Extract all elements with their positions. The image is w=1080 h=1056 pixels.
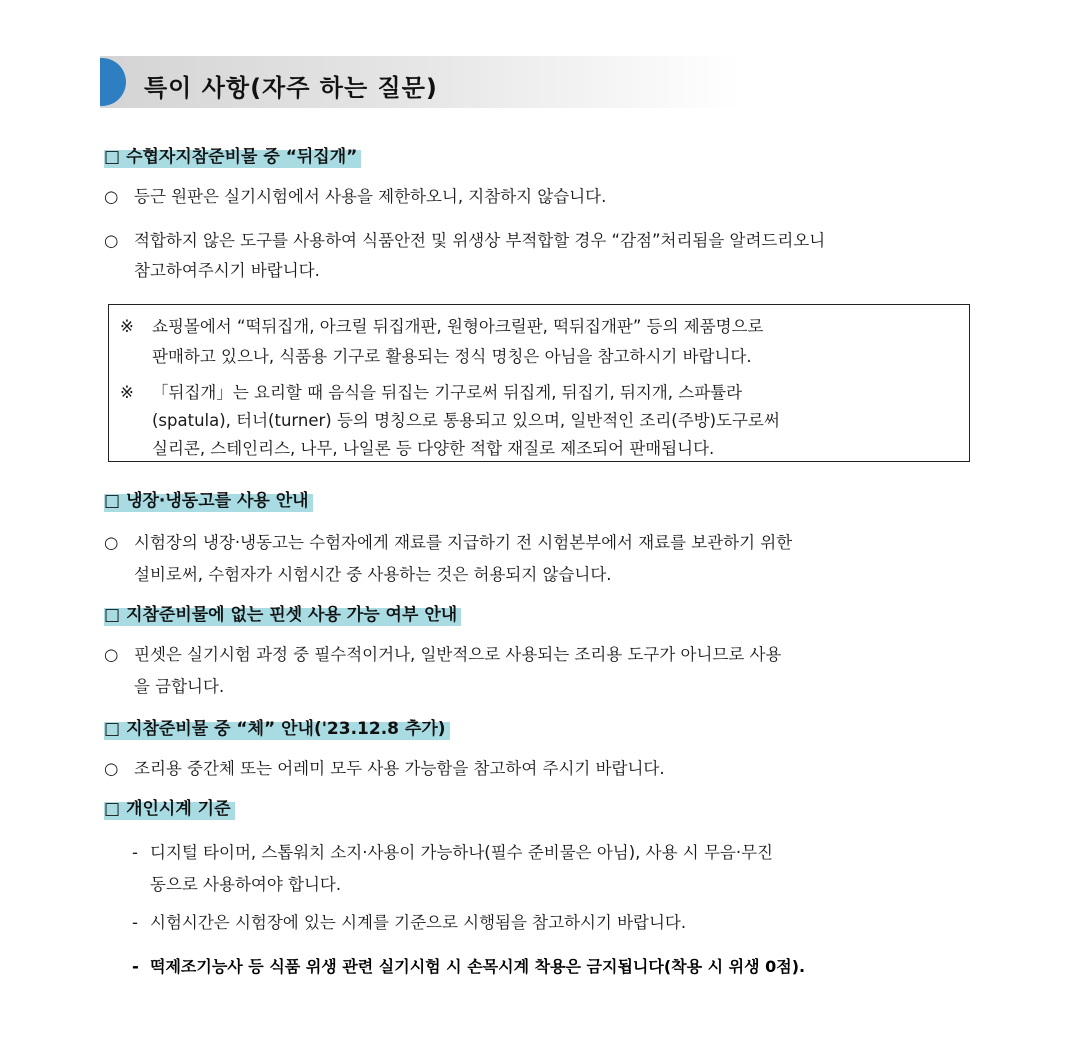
- note-text: 쇼핑몰에서 “떡뒤집개, 아크릴 뒤집개판, 원형아크릴판, 떡뒤집개판” 등의 제품명으로: [152, 317, 764, 336]
- checkbox-icon: □: [104, 799, 121, 819]
- section-heading-fridge: □ 냉장·냉동고를 사용 안내: [104, 490, 313, 512]
- page-title: 특이 사항(자주 하는 질문): [144, 74, 438, 102]
- note-text: 판매하고 있으나, 식품용 기구로 활용되는 정식 명칭은 아님을 참고하시기 바랍니다.: [152, 347, 752, 366]
- section-heading-tweezers: □ 지참준비물에 없는 핀셋 사용 가능 여부 안내: [104, 604, 461, 626]
- item-text: 설비로써, 수험자가 시험시간 중 사용하는 것은 허용되지 않습니다.: [134, 565, 612, 584]
- item-text: 시험장의 냉장·냉동고는 수험자에게 재료를 지급하기 전 시험본부에서 재료를 보관하기 위한: [134, 533, 793, 552]
- item-text: 적합하지 않은 도구를 사용하여 식품안전 및 위생상 부적합할 경우 “감점”처리됨을 알려드리오니: [134, 231, 826, 250]
- item-text-emphasis: 떡제조기능사 등 식품 위생 관련 실기시험 시 손목시계 착용은 금지됩니다(착용 시 위생 0점).: [150, 957, 806, 976]
- dash-marker: -: [132, 957, 139, 976]
- note-marker: ※: [120, 383, 134, 402]
- bullet-marker: ○: [104, 645, 119, 664]
- note-text: 실리콘, 스테인리스, 나무, 나일론 등 다양한 적합 재질로 제조되어 판매됩니다.: [152, 439, 715, 458]
- item-text: 시험시간은 시험장에 있는 시계를 기준으로 시행됨을 참고하시기 바랍니다.: [150, 913, 687, 932]
- item-text: 등근 원판은 실기시험에서 사용을 제한하오니, 지참하지 않습니다.: [134, 187, 607, 206]
- item-text: 을 금합니다.: [134, 677, 225, 696]
- note-marker: ※: [120, 317, 134, 336]
- dash-marker: -: [132, 913, 138, 932]
- bullet-marker: ○: [104, 231, 119, 250]
- section-heading-spatula: □ 수협자지참준비물 중 “뒤집개”: [104, 146, 361, 168]
- checkbox-icon: □: [104, 605, 121, 625]
- checkbox-icon: □: [104, 147, 121, 167]
- note-text: (spatula), 터너(turner) 등의 명칭으로 통용되고 있으며, 일반적인 조리(주방)도구로써: [152, 411, 780, 430]
- item-text: 핀셋은 실기시험 과정 중 필수적이거나, 일반적으로 사용되는 조리용 도구가 아니므로 사용: [134, 645, 782, 664]
- section-heading-watch: □ 개인시계 기준: [104, 798, 235, 820]
- item-text: 참고하여주시기 바랍니다.: [134, 261, 320, 280]
- bullet-marker: ○: [104, 187, 119, 206]
- note-text: 「뒤집개」는 요리할 때 음식을 뒤집는 기구로써 뒤집게, 뒤집기, 뒤지개, 스파튤라: [152, 383, 743, 402]
- checkbox-icon: □: [104, 719, 121, 739]
- bullet-marker: ○: [104, 759, 119, 778]
- item-text: 조리용 중간체 또는 어레미 모두 사용 가능함을 참고하여 주시기 바랍니다.: [134, 759, 665, 778]
- bullet-marker: ○: [104, 533, 119, 552]
- item-text: 동으로 사용하여야 합니다.: [150, 875, 342, 894]
- item-text: 디지털 타이머, 스톱워치 소지·사용이 가능하나(필수 준비물은 아님), 사용 시 무음·무진: [150, 843, 773, 862]
- dash-marker: -: [132, 843, 138, 862]
- section-heading-sieve: □ 지참준비물 중 “체” 안내('23.12.8 추가): [104, 718, 450, 740]
- checkbox-icon: □: [104, 491, 121, 511]
